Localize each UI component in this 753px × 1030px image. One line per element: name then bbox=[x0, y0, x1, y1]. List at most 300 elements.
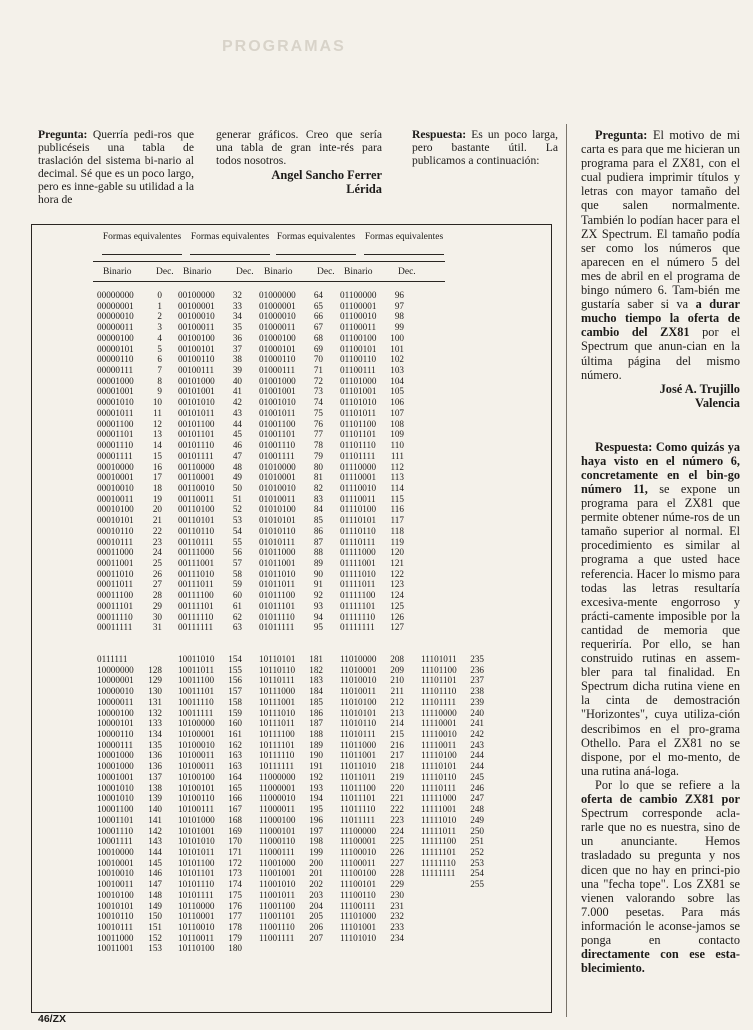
binary-value: 10110010 bbox=[178, 921, 215, 932]
binary-value: 01101001 bbox=[340, 386, 377, 397]
decimal-value: 245 bbox=[470, 771, 484, 782]
binary-column bbox=[178, 654, 215, 954]
decimal-value: 96 bbox=[394, 290, 404, 300]
decimal-value: 223 bbox=[390, 814, 404, 825]
binary-value: 00000001 bbox=[97, 300, 134, 311]
decimal-value: 255 bbox=[470, 879, 484, 890]
binary-value: 10010111 bbox=[97, 921, 134, 932]
binary-value: 10001110 bbox=[97, 825, 134, 836]
binary-value: 10000101 bbox=[97, 718, 134, 729]
decimal-value: 84 bbox=[313, 504, 323, 515]
decimal-value: 70 bbox=[313, 354, 323, 365]
letter2-question bbox=[581, 128, 740, 382]
binary-value: 10001000 bbox=[97, 761, 134, 772]
binary-value: 01001001 bbox=[259, 386, 296, 397]
binary-value: 01011001 bbox=[259, 557, 296, 568]
decimal-value: 13 bbox=[152, 429, 162, 440]
binary-value: 11001000 bbox=[259, 857, 296, 868]
decimal-value: 174 bbox=[228, 879, 242, 890]
binary-value: 10100110 bbox=[178, 793, 215, 804]
binary-value: 11000111 bbox=[259, 846, 295, 857]
binary-value: 00000100 bbox=[97, 332, 134, 343]
decimal-value: 115 bbox=[390, 493, 404, 504]
binary-value: 10010000 bbox=[97, 846, 134, 857]
decimal-value: 30 bbox=[152, 611, 162, 622]
decimal-value: 98 bbox=[394, 311, 404, 322]
decimal-value: 218 bbox=[390, 761, 404, 772]
decimal-value: 130 bbox=[148, 686, 162, 697]
binary-value: 00001010 bbox=[97, 397, 134, 408]
answer-text-2-2b: Spectrum corresponde acla-rarle que no es nuestra, sino de un anunciante. Hemos trasladado su pregunta y nos dicen que no hay en princi-pio una "fecha tope". Los ZX81 se vienen valorando sobre las 7.000 pesetas. Para más información le aconse-jamos se ponga en contacto bbox=[581, 806, 740, 947]
decimal-value: 134 bbox=[148, 729, 162, 740]
decimal-value: 254 bbox=[470, 868, 484, 879]
answer-label: Respuesta: bbox=[412, 128, 467, 141]
decimal-value: 34 bbox=[232, 311, 242, 322]
decimal-value: 36 bbox=[232, 332, 242, 343]
decimal-value: 194 bbox=[309, 793, 323, 804]
binary-value: 11100100 bbox=[340, 868, 377, 879]
binary-value: 01000011 bbox=[259, 322, 296, 333]
decimal-value: 224 bbox=[390, 825, 404, 836]
binary-value: 01101100 bbox=[340, 418, 377, 429]
question-text-2: El motivo de mi carta es para que me hicieran un programa para el ZX81, con el cual pudiera imprimir títulos y letras con mayor tamaño del que salen normalmente. También lo podían hacer para el ZX Spectrum. El tamaño podía ser como los números que aparecen en el número 5 del mes de abril en el programa de bingo número 6. Tam-bién me gustaría saber si va bbox=[581, 128, 740, 312]
decimal-value: 123 bbox=[390, 579, 404, 590]
binary-value: 00110100 bbox=[178, 504, 215, 515]
decimal-value: 188 bbox=[309, 729, 323, 740]
binary-value: 01101110 bbox=[340, 440, 376, 451]
binary-value: 11100001 bbox=[340, 836, 377, 847]
decimal-value: 141 bbox=[148, 814, 162, 825]
decimal-value: 27 bbox=[152, 579, 162, 590]
decimal-value: 219 bbox=[390, 771, 404, 782]
binary-value: 10101101 bbox=[178, 868, 215, 879]
binary-column bbox=[340, 290, 376, 633]
binary-value: 11011001 bbox=[340, 750, 377, 761]
decimal-value: 193 bbox=[309, 782, 323, 793]
decimal-value: 202 bbox=[309, 879, 323, 890]
decimal-value: 138 bbox=[148, 782, 162, 793]
decimal-value: 197 bbox=[309, 825, 323, 836]
binary-value: 10111100 bbox=[259, 729, 295, 740]
binary-value: 10111011 bbox=[259, 718, 295, 729]
decimal-value: 86 bbox=[313, 525, 323, 536]
decimal-value: 85 bbox=[313, 515, 323, 526]
binary-value: 00100101 bbox=[178, 343, 215, 354]
col-header-decimal: Dec. bbox=[398, 267, 416, 277]
binary-value: 00111011 bbox=[178, 579, 214, 590]
table-header bbox=[32, 225, 551, 285]
binary-value: 01101010 bbox=[340, 397, 377, 408]
decimal-value: 222 bbox=[390, 804, 404, 815]
binary-value: 01000000 bbox=[259, 290, 296, 300]
decimal-value: 94 bbox=[313, 611, 323, 622]
binary-value: 00110111 bbox=[178, 536, 214, 547]
decimal-value: 25 bbox=[152, 557, 162, 568]
binary-value: 10100011 bbox=[178, 750, 215, 761]
decimal-value: 158 bbox=[228, 696, 242, 707]
col-header-decimal: Dec. bbox=[317, 267, 335, 277]
decimal-value: 239 bbox=[470, 696, 484, 707]
binary-value: 11000110 bbox=[259, 836, 296, 847]
binary-value: 10010011 bbox=[97, 879, 134, 890]
binary-value: 10110100 bbox=[178, 943, 215, 954]
decimal-value: 173 bbox=[228, 868, 242, 879]
decimal-value: 139 bbox=[148, 793, 162, 804]
decimal-value: 74 bbox=[313, 397, 323, 408]
decimal-value: 231 bbox=[390, 900, 404, 911]
binary-value: 10000110 bbox=[97, 729, 134, 740]
binary-value: 11010110 bbox=[340, 718, 377, 729]
binary-value: 11001111 bbox=[259, 932, 295, 943]
decimal-value: 185 bbox=[309, 696, 323, 707]
decimal-value: 154 bbox=[228, 654, 242, 664]
binary-value: 00101110 bbox=[178, 440, 215, 451]
binary-value: 00111000 bbox=[178, 547, 215, 558]
decimal-value: 182 bbox=[309, 664, 323, 675]
decimal-value: 65 bbox=[313, 300, 323, 311]
decimal-value: 244 bbox=[470, 761, 484, 772]
binary-value: 11111000 bbox=[421, 793, 457, 804]
binary-value: 00101100 bbox=[178, 418, 215, 429]
binary-value: 00000111 bbox=[97, 365, 134, 376]
binary-value: 11010100 bbox=[340, 696, 377, 707]
binary-value: 11101110 bbox=[421, 686, 457, 697]
decimal-value: 11 bbox=[153, 407, 162, 418]
decimal-value: 52 bbox=[232, 504, 242, 515]
binary-value: 10100100 bbox=[178, 771, 215, 782]
binary-value: 10100111 bbox=[178, 804, 215, 815]
decimal-value: 64 bbox=[313, 290, 323, 300]
decimal-value: 235 bbox=[470, 654, 484, 664]
decimal-value: 241 bbox=[470, 718, 484, 729]
binary-value: 10100001 bbox=[178, 729, 215, 740]
decimal-value: 121 bbox=[390, 557, 404, 568]
binary-value: 10111001 bbox=[259, 696, 296, 707]
group-rule bbox=[190, 254, 270, 255]
answer-text-2-1: se expone un programa para el ZX81 que permite obtener núme-ros de un tamaño superior al normal. El procedimiento es similar al programa a que usted hace referencia. Hacer lo mismo para todas las letras resultaría excesiva-mente engorroso y prácti-camente imposible por la cantidad de memoria que requeriría. Por ello, se han construido rutinas en assem-bler para tal finalidad. En Spectrum dicha rutina viene en la cinta de demostración "Horizontes", cuya utiliza-ción describimos en el pro-grama Othello. Para el ZX81 no se dispone, por el mo-mento, de una rutina aná-loga. bbox=[581, 481, 740, 778]
decimal-value: 21 bbox=[152, 515, 162, 526]
decimal-value: 163 bbox=[228, 761, 242, 772]
decimal-value: 18 bbox=[152, 482, 162, 493]
binary-value: 11110011 bbox=[421, 739, 457, 750]
decimal-value: 247 bbox=[470, 793, 484, 804]
decimal-value: 77 bbox=[313, 429, 323, 440]
decimal-value: 179 bbox=[228, 932, 242, 943]
binary-value: 01000001 bbox=[259, 300, 296, 311]
binary-value: 10110111 bbox=[259, 675, 295, 686]
decimal-value: 47 bbox=[232, 450, 242, 461]
decimal-column bbox=[216, 290, 242, 633]
decimal-column bbox=[136, 654, 162, 954]
binary-value: 10000001 bbox=[97, 675, 134, 686]
decimal-value: 167 bbox=[228, 804, 242, 815]
decimal-value: 214 bbox=[390, 718, 404, 729]
binary-column bbox=[259, 290, 296, 633]
decimal-value: 237 bbox=[470, 675, 484, 686]
header-rule bbox=[93, 281, 445, 282]
letter2-author: José A. Trujillo bbox=[659, 381, 740, 396]
binary-value: 11010101 bbox=[340, 707, 377, 718]
col-header-decimal: Dec. bbox=[156, 267, 174, 277]
binary-value: 11011111 bbox=[340, 814, 376, 825]
binary-value: 01110111 bbox=[340, 536, 376, 547]
binary-value: 00010011 bbox=[97, 493, 134, 504]
binary-value: 11011010 bbox=[340, 761, 377, 772]
decimal-value: 190 bbox=[309, 750, 323, 761]
binary-value: 11010000 bbox=[340, 654, 377, 664]
binary-value: 01001011 bbox=[259, 407, 296, 418]
decimal-value: 128 bbox=[148, 664, 162, 675]
binary-value: 11001101 bbox=[259, 911, 296, 922]
decimal-value: 88 bbox=[313, 547, 323, 558]
binary-value: 10110101 bbox=[259, 654, 296, 664]
decimal-value: 236 bbox=[470, 664, 484, 675]
decimal-value: 201 bbox=[309, 868, 323, 879]
decimal-value: 71 bbox=[313, 365, 323, 376]
binary-value: 01100111 bbox=[340, 365, 376, 376]
decimal-value: 212 bbox=[390, 696, 404, 707]
binary-value: 11011101 bbox=[340, 793, 376, 804]
binary-value: 01110101 bbox=[340, 515, 377, 526]
decimal-value: 221 bbox=[390, 793, 404, 804]
decimal-value: 28 bbox=[152, 590, 162, 601]
binary-value: 10101111 bbox=[178, 889, 214, 900]
binary-value: 11011000 bbox=[340, 739, 377, 750]
decimal-value: 211 bbox=[390, 686, 404, 697]
decimal-value: 83 bbox=[313, 493, 323, 504]
binary-value: 00100100 bbox=[178, 332, 215, 343]
decimal-value: 82 bbox=[313, 482, 323, 493]
decimal-value: 150 bbox=[148, 911, 162, 922]
decimal-value: 44 bbox=[232, 418, 242, 429]
decimal-value: 38 bbox=[232, 354, 242, 365]
decimal-value: 15 bbox=[152, 450, 162, 461]
decimal-value: 43 bbox=[232, 407, 242, 418]
binary-value: 10011111 bbox=[178, 707, 214, 718]
binary-value: 00100110 bbox=[178, 354, 215, 365]
binary-value: 00011101 bbox=[97, 600, 134, 611]
decimal-value: 56 bbox=[232, 547, 242, 558]
decimal-value: 227 bbox=[390, 857, 404, 868]
decimal-value: 72 bbox=[313, 375, 323, 386]
binary-value: 01111111 bbox=[340, 622, 375, 633]
decimal-value: 136 bbox=[148, 761, 162, 772]
binary-value: 10101001 bbox=[178, 825, 215, 836]
binary-value: 00001000 bbox=[97, 375, 134, 386]
decimal-value: 40 bbox=[232, 375, 242, 386]
decimal-value: 78 bbox=[313, 440, 323, 451]
binary-value: 11101101 bbox=[421, 675, 457, 686]
binary-value: 11010011 bbox=[340, 686, 377, 697]
binary-value: 01110010 bbox=[340, 482, 377, 493]
binary-value: 11101001 bbox=[340, 921, 377, 932]
binary-value: 11101011 bbox=[421, 654, 457, 664]
binary-value: 01001100 bbox=[259, 418, 296, 429]
decimal-value: 196 bbox=[309, 814, 323, 825]
binary-value: 10110110 bbox=[259, 664, 296, 675]
decimal-value: 110 bbox=[390, 440, 404, 451]
decimal-value: 46 bbox=[232, 440, 242, 451]
binary-value: 10001010 bbox=[97, 782, 134, 793]
col-header-binary: Binario bbox=[103, 267, 132, 277]
binary-value: 00001101 bbox=[97, 429, 134, 440]
decimal-value: 59 bbox=[232, 579, 242, 590]
decimal-value: 249 bbox=[470, 814, 484, 825]
decimal-value: 7 bbox=[157, 365, 162, 376]
binary-value: 11000010 bbox=[259, 793, 296, 804]
binary-value: 10111110 bbox=[259, 750, 295, 761]
binary-value: 00001001 bbox=[97, 386, 134, 397]
question-tail-2: por el Spectrum que anun-cian en la última página del mismo número. bbox=[581, 325, 741, 382]
binary-value: 11111010 bbox=[421, 814, 457, 825]
binary-column bbox=[259, 654, 295, 943]
binary-value: 11101010 bbox=[340, 932, 377, 943]
decimal-value: 106 bbox=[390, 397, 404, 408]
decimal-value: 160 bbox=[228, 718, 242, 729]
binary-value: 00011011 bbox=[97, 579, 134, 590]
decimal-value: 142 bbox=[148, 825, 162, 836]
binary-value: 00110001 bbox=[178, 472, 215, 483]
decimal-value: 109 bbox=[390, 429, 404, 440]
binary-value: 11111101 bbox=[421, 846, 457, 857]
decimal-value: 151 bbox=[148, 921, 162, 932]
group-header: Formas equivalentes bbox=[102, 232, 182, 242]
binary-value: 01010111 bbox=[259, 536, 296, 547]
decimal-value: 233 bbox=[390, 921, 404, 932]
decimal-value: 156 bbox=[228, 675, 242, 686]
binary-value: 01000111 bbox=[259, 365, 296, 376]
binary-value: 00111100 bbox=[178, 590, 214, 601]
decimal-value: 216 bbox=[390, 739, 404, 750]
decimal-value: 157 bbox=[228, 686, 242, 697]
binary-value: 11000001 bbox=[259, 782, 296, 793]
decimal-value: 116 bbox=[390, 504, 404, 515]
decimal-value: 131 bbox=[148, 696, 162, 707]
decimal-value: 152 bbox=[148, 932, 162, 943]
binary-value: 01111000 bbox=[340, 547, 376, 558]
binary-value: 01110011 bbox=[340, 493, 376, 504]
answer-bold-2: Como quizás ya haya visto en el número 6, concretamente en el bin-go número 11, bbox=[581, 439, 740, 496]
decimal-value: 136 bbox=[148, 750, 162, 761]
decimal-value: 66 bbox=[313, 311, 323, 322]
binary-value: 11101000 bbox=[340, 911, 377, 922]
decimal-value: 108 bbox=[390, 418, 404, 429]
binary-value: 01101111 bbox=[340, 450, 376, 461]
decimal-value: 135 bbox=[148, 739, 162, 750]
decimal-value: 49 bbox=[232, 472, 242, 483]
question-text-a: Querría pedi-ros que publicéseis una tabla de traslación del sistema bi-nario al decimal. Sé que es un poco largo, pero es inne-gable su utilidad a la hora de bbox=[38, 128, 194, 206]
binary-value: 11100011 bbox=[340, 857, 376, 868]
binary-value: 00011010 bbox=[97, 568, 134, 579]
binary-value: 11110101 bbox=[421, 761, 457, 772]
decimal-value: 111 bbox=[390, 450, 404, 461]
binary-value: 10001101 bbox=[97, 814, 134, 825]
decimal-value: 145 bbox=[148, 857, 162, 868]
binary-value: 01111101 bbox=[340, 600, 376, 611]
binary-value: 10000010 bbox=[97, 686, 134, 697]
binary-value: 01111011 bbox=[340, 579, 376, 590]
decimal-value: 253 bbox=[470, 857, 484, 868]
decimal-value: 244 bbox=[470, 750, 484, 761]
decimal-value: 3 bbox=[157, 322, 162, 333]
decimal-value: 217 bbox=[390, 750, 404, 761]
col-header-binary: Binario bbox=[183, 267, 212, 277]
decimal-value: 229 bbox=[390, 879, 404, 890]
binary-value: 11011110 bbox=[340, 804, 376, 815]
binary-value: 10011011 bbox=[178, 664, 215, 675]
decimal-value: 208 bbox=[390, 654, 404, 664]
binary-value: 11000100 bbox=[259, 814, 296, 825]
binary-value: 00000110 bbox=[97, 354, 134, 365]
binary-value: 01010011 bbox=[259, 493, 296, 504]
decimal-value: 89 bbox=[313, 557, 323, 568]
binary-value: 01111100 bbox=[340, 590, 376, 601]
decimal-value: 195 bbox=[309, 804, 323, 815]
decimal-value: 37 bbox=[232, 343, 242, 354]
decimal-value: 215 bbox=[390, 729, 404, 740]
binary-value: 01100000 bbox=[340, 290, 377, 300]
decimal-value: 57 bbox=[232, 557, 242, 568]
decimal-value: 225 bbox=[390, 836, 404, 847]
binary-value: 11011011 bbox=[340, 771, 376, 782]
decimal-value: 234 bbox=[390, 932, 404, 943]
decimal-value: 230 bbox=[390, 889, 404, 900]
binary-value: 00101010 bbox=[178, 397, 215, 408]
binary-value: 01000110 bbox=[259, 354, 296, 365]
decimal-value: 9 bbox=[157, 386, 162, 397]
decimal-value: 149 bbox=[148, 900, 162, 911]
decimal-value: 20 bbox=[152, 504, 162, 515]
binary-value: 00011001 bbox=[97, 557, 134, 568]
group-rule bbox=[102, 254, 182, 255]
binary-value: 11001001 bbox=[259, 868, 296, 879]
binary-value: 00001111 bbox=[97, 450, 133, 461]
decimal-column bbox=[216, 654, 242, 954]
binary-value: 11000000 bbox=[259, 771, 296, 782]
binary-value: 00111110 bbox=[178, 611, 214, 622]
binary-value: 00000010 bbox=[97, 311, 134, 322]
decimal-value: 60 bbox=[232, 590, 242, 601]
decimal-value: 125 bbox=[390, 600, 404, 611]
decimal-value: 14 bbox=[152, 440, 162, 451]
decimal-value: 104 bbox=[390, 375, 404, 386]
decimal-value: 206 bbox=[309, 921, 323, 932]
binary-column bbox=[97, 654, 134, 954]
decimal-value: 163 bbox=[228, 750, 242, 761]
decimal-value: 172 bbox=[228, 857, 242, 868]
binary-value: 01011111 bbox=[259, 622, 295, 633]
decimal-value: 147 bbox=[148, 879, 162, 890]
decimal-value: 113 bbox=[390, 472, 404, 483]
binary-value: 10110001 bbox=[178, 911, 215, 922]
binary-column bbox=[340, 654, 376, 943]
binary-value: 01001111 bbox=[259, 450, 295, 461]
decimal-value: 165 bbox=[228, 782, 242, 793]
decimal-value: 175 bbox=[228, 889, 242, 900]
decimal-value: 210 bbox=[390, 675, 404, 686]
decimal-value: 69 bbox=[313, 343, 323, 354]
letter1-answer bbox=[412, 128, 558, 167]
decimal-value: 17 bbox=[152, 472, 162, 483]
decimal-value: 97 bbox=[394, 300, 404, 311]
decimal-value: 161 bbox=[228, 729, 242, 740]
answer-text: Es un poco larga, pero bastante útil. La publicamos a continuación: bbox=[412, 128, 558, 167]
decimal-value: 112 bbox=[390, 461, 404, 472]
binary-value: 01001101 bbox=[259, 429, 296, 440]
binary-value: 10111111 bbox=[259, 761, 295, 772]
decimal-value: 91 bbox=[313, 579, 323, 590]
binary-value: 10011110 bbox=[178, 696, 214, 707]
